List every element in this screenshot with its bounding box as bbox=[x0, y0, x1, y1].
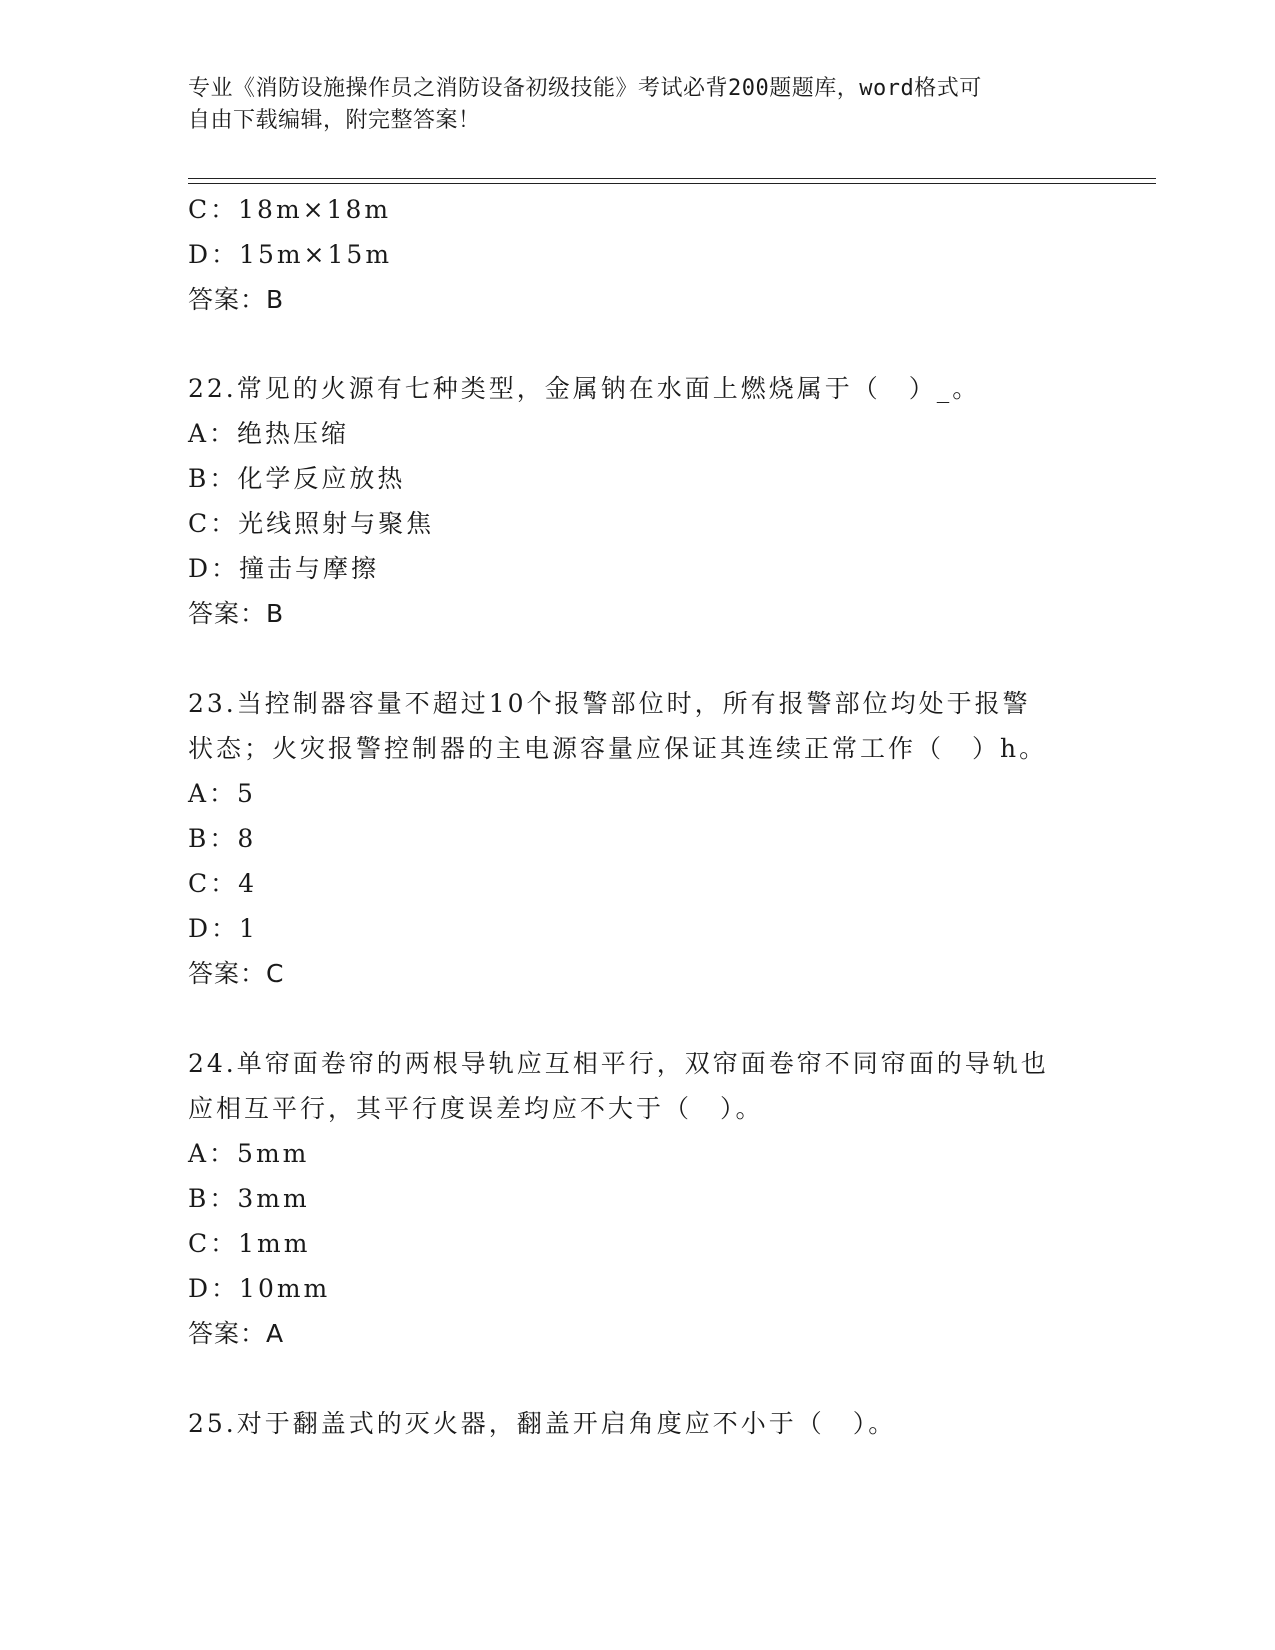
q25-stem: 25.对于翻盖式的灭火器，翻盖开启角度应不小于（ ）。 bbox=[188, 1409, 897, 1438]
q22-answer: 答案：B bbox=[188, 599, 285, 628]
header-line-1: 专业《消防设施操作员之消防设备初级技能》考试必背200题题库，word格式可 bbox=[188, 76, 982, 101]
q23-option-c: C：4 bbox=[188, 869, 258, 898]
q23-stem-line-1: 23.当控制器容量不超过10个报警部位时，所有报警部位均处于报警 bbox=[188, 689, 1031, 718]
q23-option-a: A：5 bbox=[188, 779, 256, 808]
q24-option-c: C：1mm bbox=[188, 1229, 311, 1258]
header-line-2: 自由下载编辑，附完整答案！ bbox=[188, 108, 481, 133]
q21-option-c: C：18m×18m bbox=[188, 195, 392, 224]
header-divider-bottom bbox=[188, 183, 1156, 184]
q21-option-d: D：15m×15m bbox=[188, 240, 393, 269]
q24-stem-line-1: 24.单帘面卷帘的两根导轨应互相平行，双帘面卷帘不同帘面的导轨也 bbox=[188, 1049, 1049, 1078]
q22-option-d: D：撞击与摩擦 bbox=[188, 554, 380, 583]
q24-option-a: A：5mm bbox=[188, 1139, 310, 1168]
header-divider-top bbox=[188, 178, 1156, 179]
q24-option-d: D：10mm bbox=[188, 1274, 331, 1303]
q22-stem: 22.常见的火源有七种类型，金属钠在水面上燃烧属于（ ）_。 bbox=[188, 374, 981, 403]
q23-answer: 答案：C bbox=[188, 959, 285, 988]
document-header bbox=[188, 73, 1088, 137]
q22-option-b: B：化学反应放热 bbox=[188, 464, 406, 493]
q24-option-b: B：3mm bbox=[188, 1184, 310, 1213]
q24-answer: 答案：A bbox=[188, 1319, 285, 1348]
q21-answer: 答案：B bbox=[188, 285, 285, 314]
q22-option-c: C：光线照射与聚焦 bbox=[188, 509, 435, 538]
q23-stem-line-2: 状态；火灾报警控制器的主电源容量应保证其连续正常工作（ ）h。 bbox=[188, 734, 1048, 763]
q22-option-a: A：绝热压缩 bbox=[188, 419, 350, 448]
q23-option-b: B：8 bbox=[188, 824, 257, 853]
q23-option-d: D：1 bbox=[188, 914, 258, 943]
q24-stem-line-2: 应相互平行，其平行度误差均应不大于（ ）。 bbox=[188, 1094, 764, 1123]
